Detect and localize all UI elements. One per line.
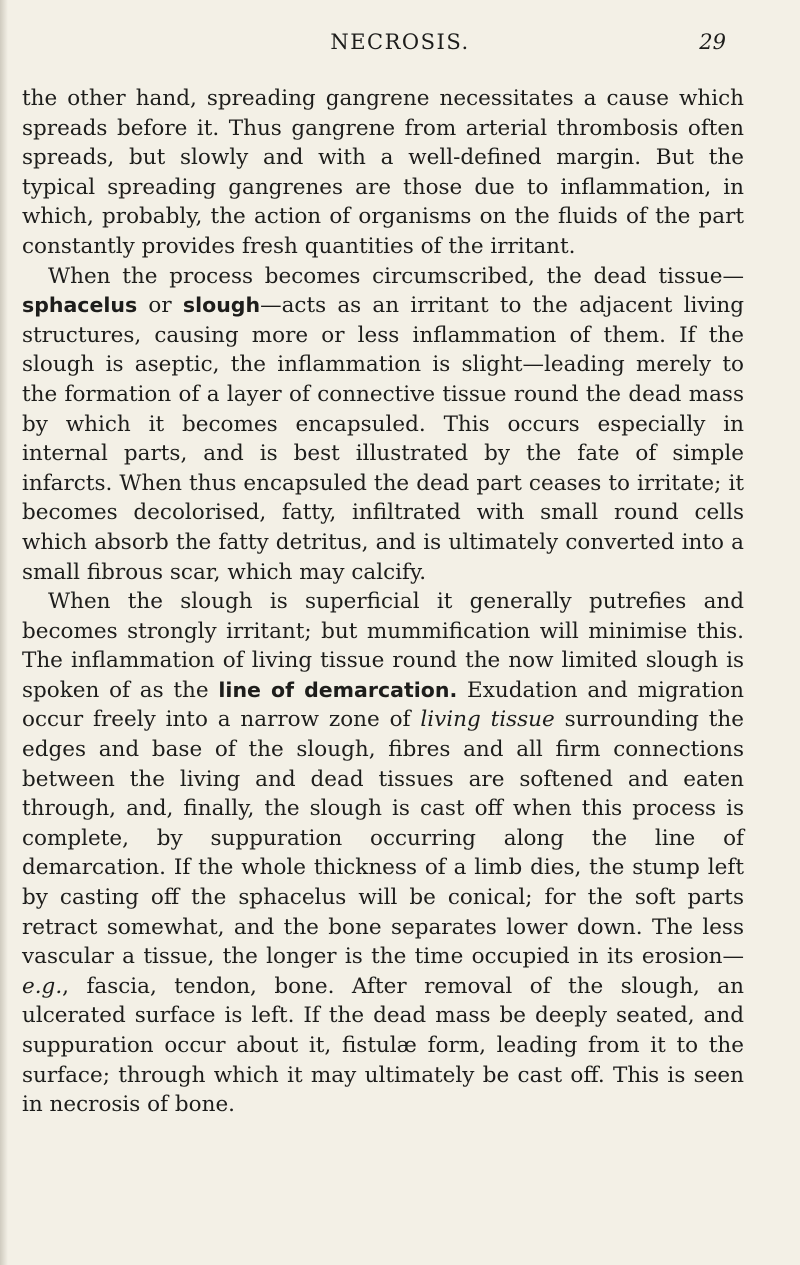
paragraph-1-text: the other hand, spreading gangrene necessitates a cause which spreads before it. Thus gangrene from arterial thrombosis often spreads, but slowly and with a well-defined margin. But the typical spreading gangrenes are those due to inflammation, in which, probably, the action of organisms on the fluids of the part constantly provides fresh quantities of the irritant.	[22, 86, 744, 259]
term-eg: e.g.	[22, 973, 63, 999]
paragraph-3-text-a: When the slough is superficial it generally putrefies and becomes strongly irritant; but mummification will minimise this. The inflammation of living tissue round the now limited slough is spoken of as the	[22, 589, 744, 703]
paragraph-2-text-b: or	[137, 293, 183, 319]
paragraph-3-text-b: Exudation and migration occur freely into a narrow zone of	[22, 677, 744, 733]
term-living-tissue: living tissue	[420, 707, 555, 733]
page-edge-shadow	[0, 0, 8, 1265]
term-line-of-demarcation: line of demarcation.	[218, 677, 458, 702]
paragraph-3-text-d: , fascia, tendon, bone. After removal of the slough, an ulcerated surface is left. If the dead mass be deeply seated, and suppuration occur about it, fistulæ form, leading from it to the surface; through which it may ultimately be cast off. This is seen in necrosis of bone.	[22, 973, 744, 1118]
paragraph-3-text-c: surrounding the edges and base of the slough, fibres and all firm connections between the living and dead tissues are softened and eaten through, and, finally, the slough is cast off when this process is complete, by suppuration occurring along the line of demarcation. If the whole thickness of a limb dies, the stump left by casting off the sphacelus will be conical; for the soft parts retract somewhat, and the bone separates lower down. The less vascular a tissue, the longer is the time occupied in its erosion—	[22, 707, 745, 970]
paragraph-1	[22, 84, 744, 262]
term-slough: slough	[182, 293, 261, 318]
term-sphacelus: sphacelus	[22, 293, 138, 318]
page-header	[0, 26, 800, 56]
paragraph-2	[22, 262, 744, 588]
paragraph-2-text-c: —acts as an irritant to the adjacent living structures, causing more or less inflammation of them. If the slough is aseptic, the inflammation is slight—leading merely to the formation of a layer of connective tissue round the dead mass by which it becomes encapsuled. This occurs especially in internal parts, and is best illustrated by the fate of simple infarcts. When thus encapsuled the dead part ceases to irritate; it becomes decolorised, fatty, infiltrated with small round cells which absorb the fatty detritus, and is ultimately converted into a small fibrous scar, which may calcify.	[22, 293, 745, 585]
body-text	[22, 84, 744, 1120]
paragraph-2-text-a: When the process becomes circumscribed, the dead tissue—	[48, 263, 744, 289]
running-head: NECROSIS.	[330, 30, 470, 54]
page-number: 29	[699, 30, 726, 54]
paragraph-3	[22, 587, 744, 1120]
